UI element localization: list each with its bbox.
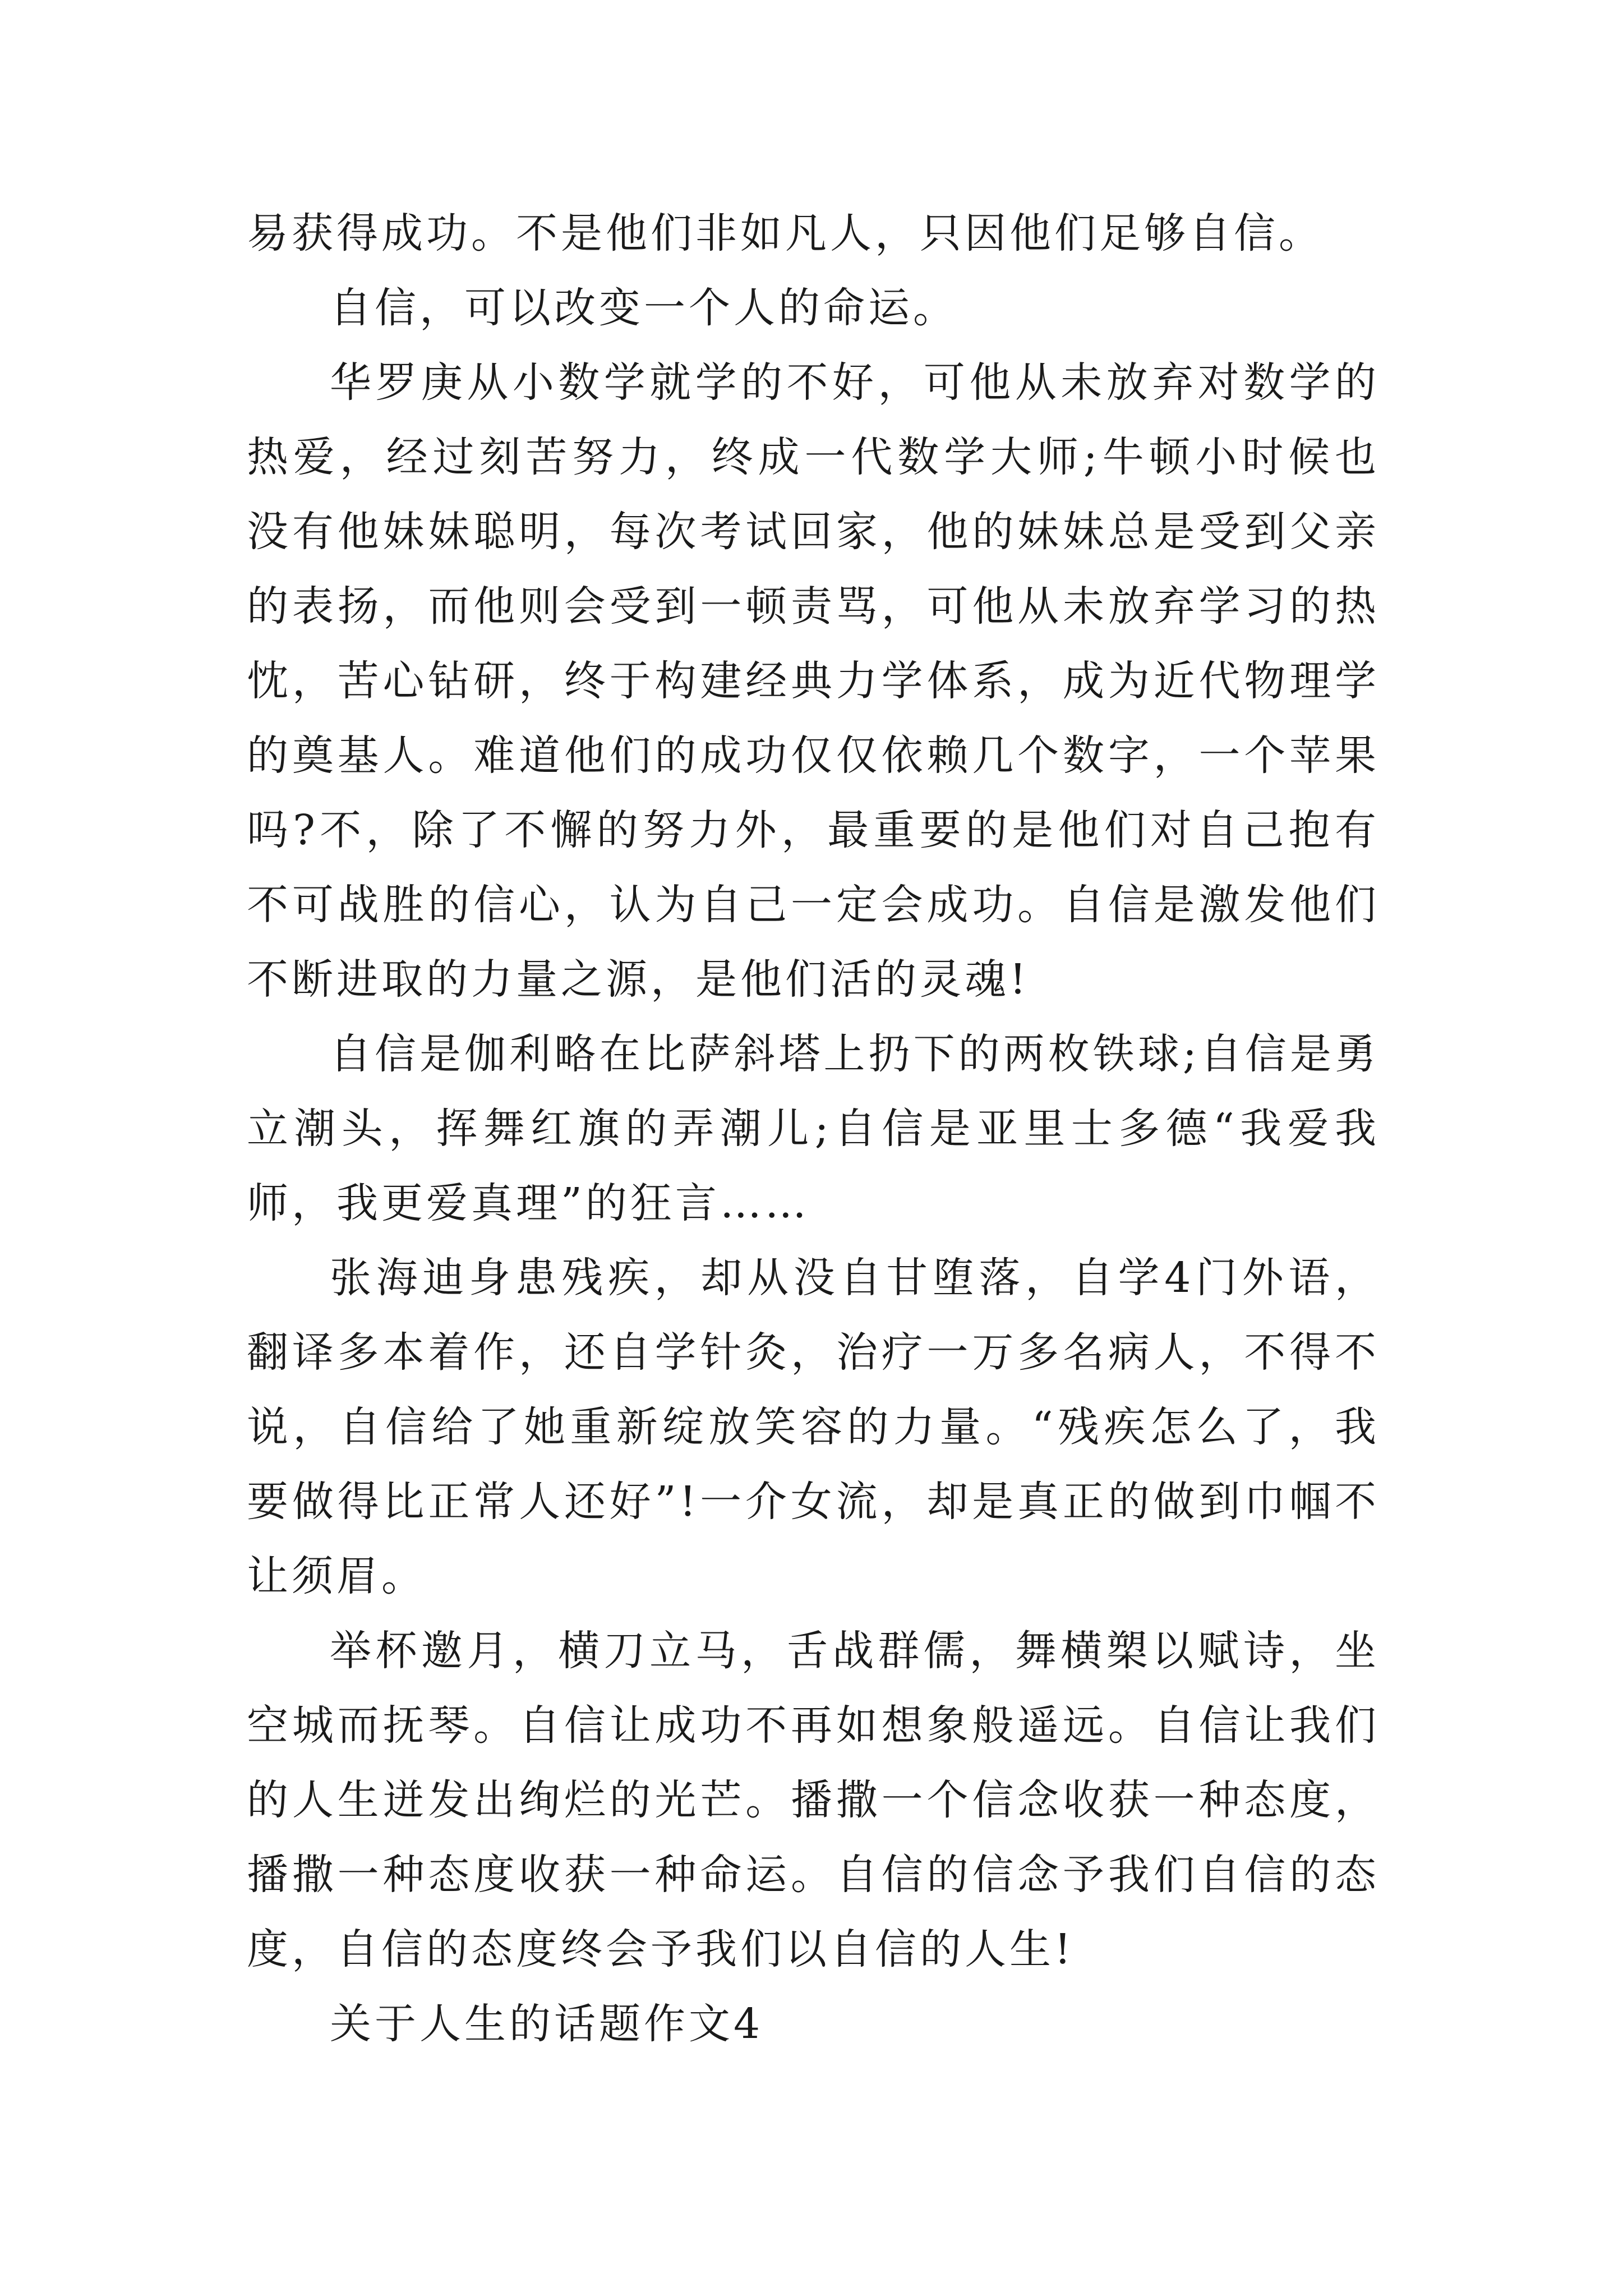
- paragraph: 华罗庚从小数学就学的不好，可他从未放弃对数学的热爱，经过刻苦努力，终成一代数学大师;牛顿小时候也没有他妹妹聪明，每次考试回家，他的妹妹总是受到父亲的表扬，而他则会受到一顿责骂，可他从未放弃学习的热忱，苦心钻研，终于构建经典力学体系，成为近代物理学的奠基人。难道他们的成功仅仅依赖几个数字，一个苹果吗?不，除了不懈的努力外，最重要的是他们对自己抱有不可战胜的信心，认为自己一定会成功。自信是激发他们不断进取的力量之源，是他们活的灵魂!: [247, 358, 1380, 1004]
- paragraph: 自信是伽利略在比萨斜塔上扔下的两枚铁球;自信是勇立潮头，挥舞红旗的弄潮儿;自信是亚里士多德“我爱我师，我更爱真理”的狂言……: [247, 1030, 1380, 1227]
- section-heading: 关于人生的话题作文4: [330, 2000, 764, 2048]
- document-body: [247, 196, 1380, 2062]
- paragraph: 张海迪身患残疾，却从没自甘堕落，自学4门外语，翻译多本着作，还自学针灸，治疗一万多名病人，不得不说，自信给了她重新绽放笑容的力量。“残疾怎么了，我要做得比正常人还好”!一介女流，却是真正的做到巾帼不让须眉。: [247, 1254, 1380, 1600]
- paragraph: 自信，可以改变一个人的命运。: [330, 284, 958, 332]
- paragraph: 举杯邀月，横刀立马，舌战群儒，舞横槊以赋诗，坐空城而抚琴。自信让成功不再如想象般遥远。自信让我们的人生迸发出绚烂的光芒。播撒一个信念收获一种态度，播撒一种态度收获一种命运。自信的信念予我们自信的态度，自信的态度终会予我们以自信的人生!: [247, 1627, 1380, 1973]
- paragraph-continuation: 易获得成功。不是他们非如凡人，只因他们足够自信。: [247, 209, 1324, 257]
